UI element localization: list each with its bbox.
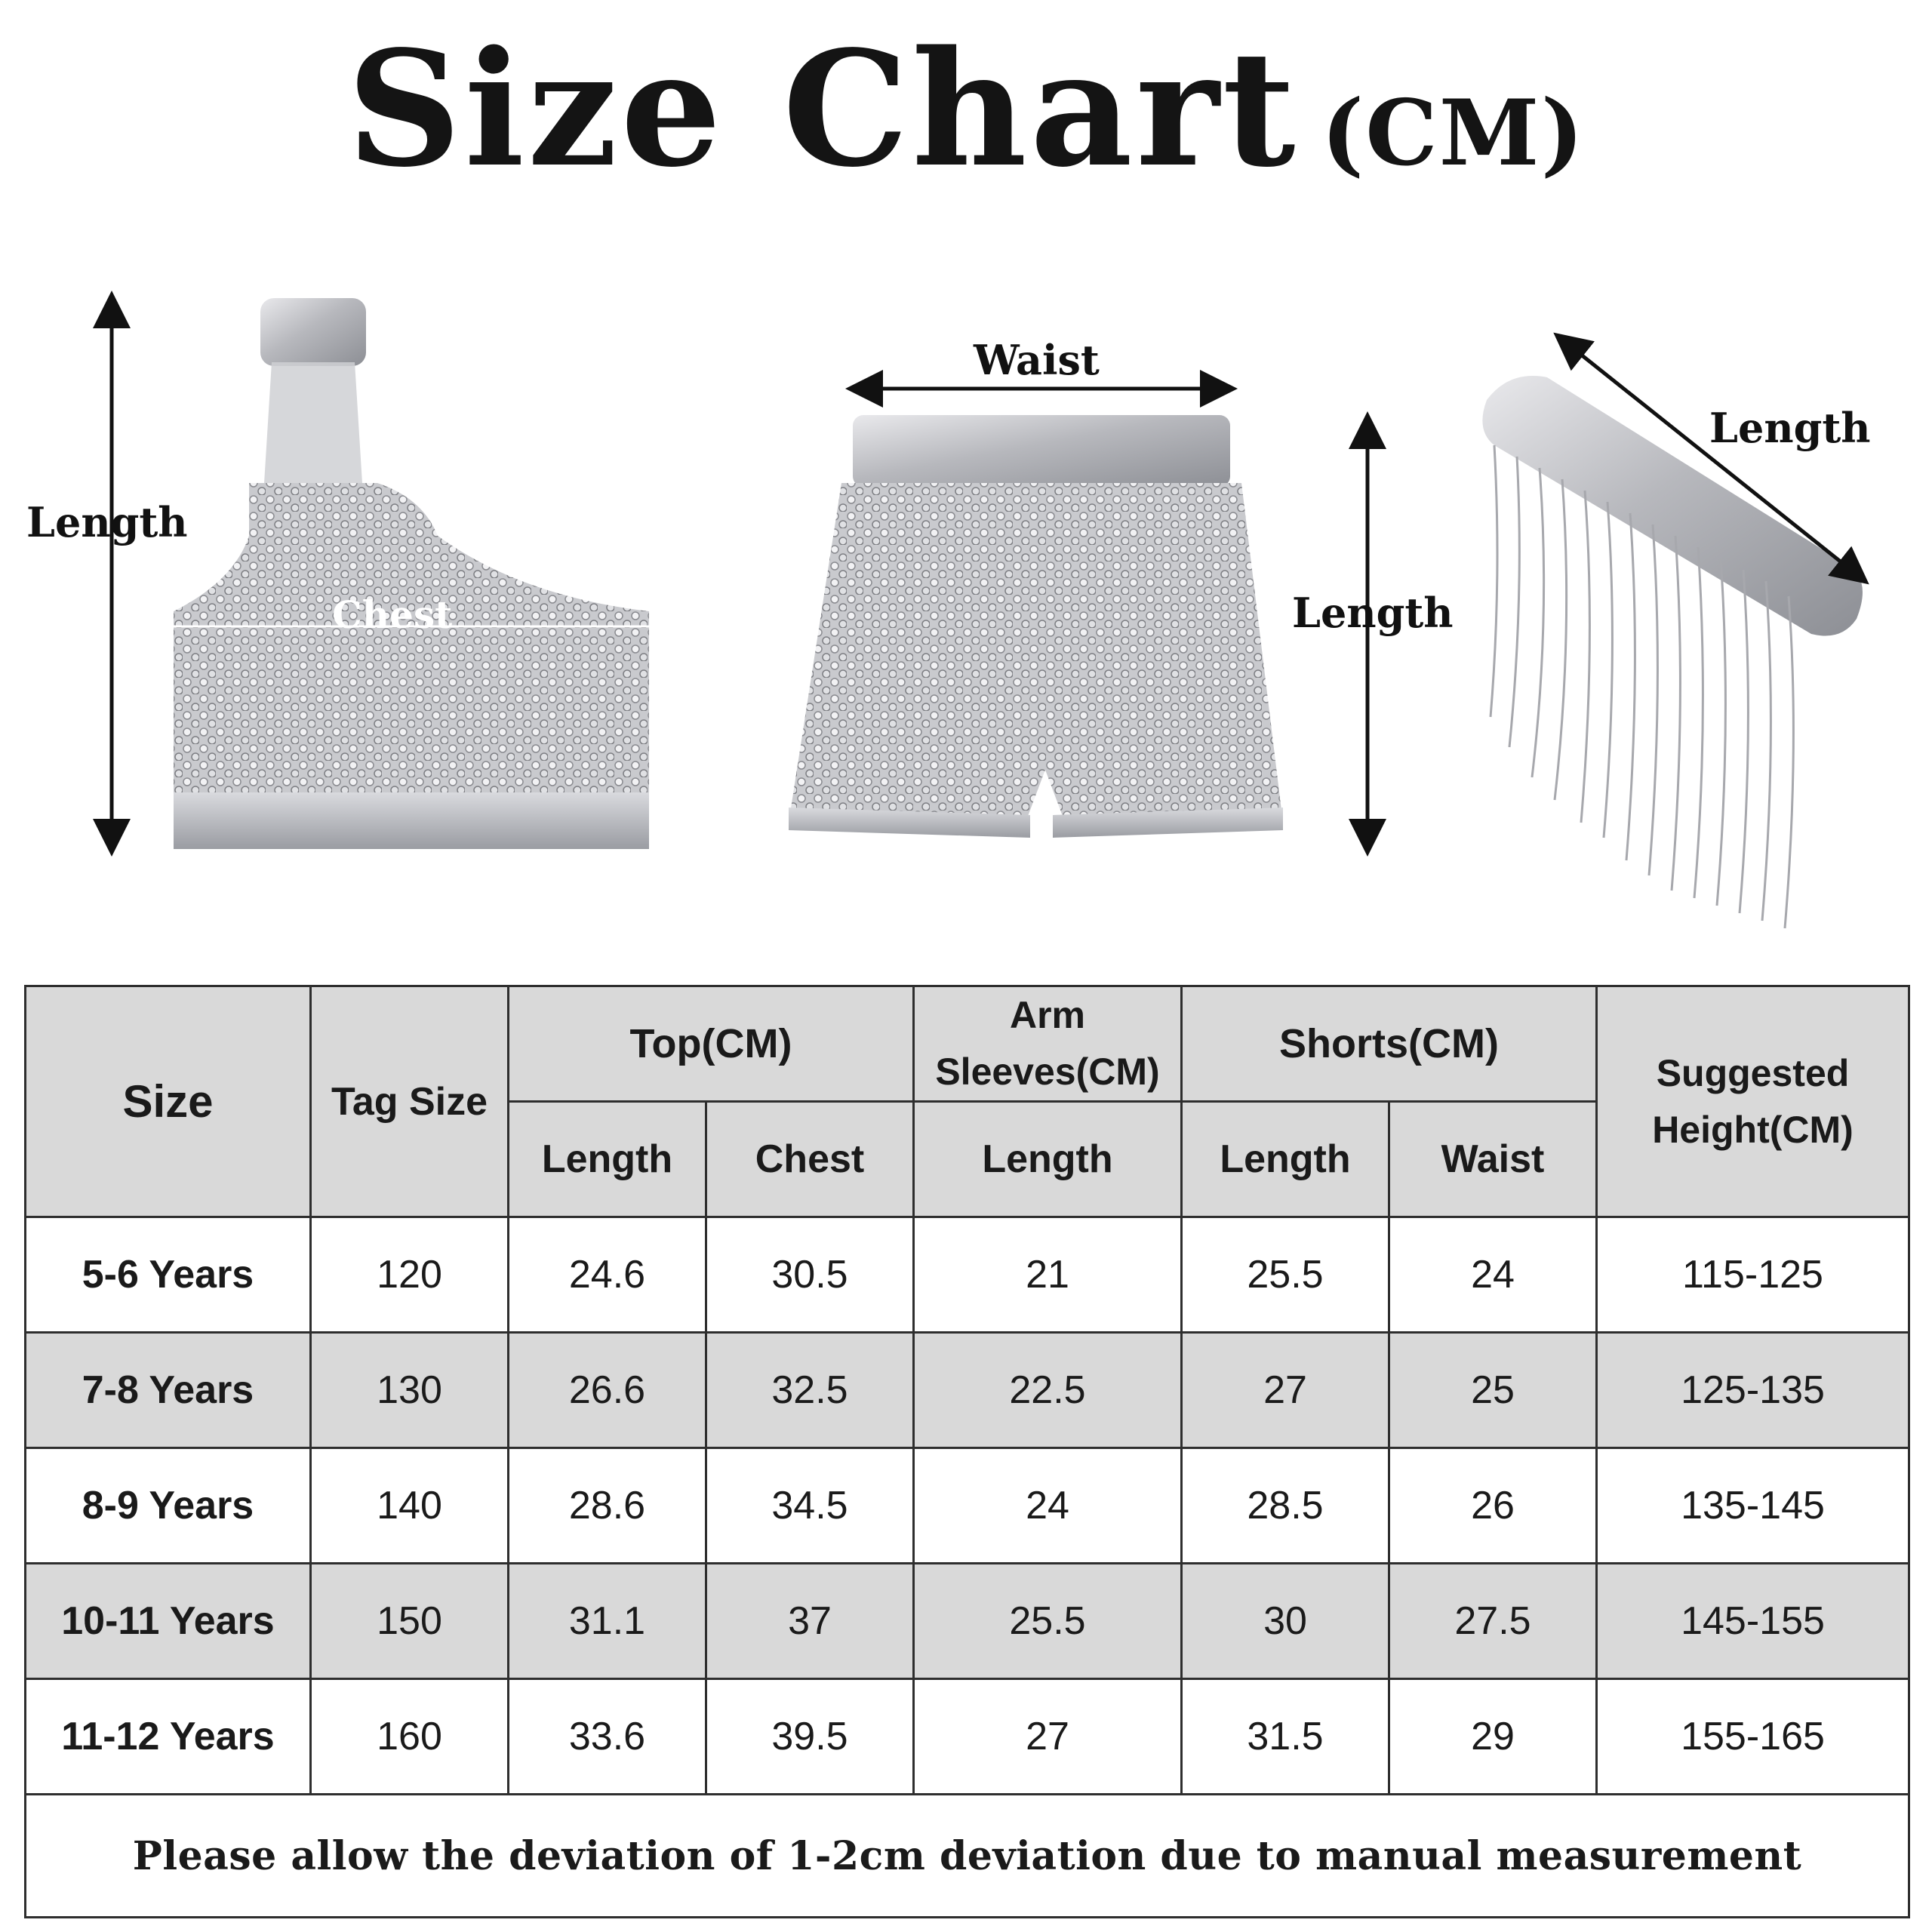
cell-shorts-waist: 27.5	[1389, 1564, 1597, 1679]
header-top-chest: Chest	[706, 1102, 914, 1217]
header-row-groups	[26, 986, 1909, 1102]
cell-suggested-height: 115-125	[1597, 1217, 1909, 1333]
cell-tag-size: 140	[311, 1448, 509, 1564]
header-top-length: Length	[509, 1102, 706, 1217]
cell-sleeve-length: 21	[914, 1217, 1182, 1333]
cell-size: 7-8 Years	[26, 1333, 311, 1448]
cell-suggested-height: 145-155	[1597, 1564, 1909, 1679]
cell-shorts-length: 31.5	[1182, 1679, 1389, 1795]
header-arm-sleeves-line2: Sleeves(CM)	[935, 1051, 1160, 1093]
cell-size: 8-9 Years	[26, 1448, 311, 1564]
table-row	[26, 1679, 1909, 1795]
cell-tag-size: 150	[311, 1564, 509, 1679]
sleeve-length-label: Length	[1709, 404, 1871, 452]
header-shorts: Shorts(CM)	[1182, 986, 1597, 1102]
header-sleeve-length: Length	[914, 1102, 1182, 1217]
cell-top-length: 26.6	[509, 1333, 706, 1448]
cell-top-chest: 37	[706, 1564, 914, 1679]
title-main: Size Chart	[346, 16, 1299, 202]
cell-sleeve-length: 24	[914, 1448, 1182, 1564]
garment-illustrations	[0, 279, 1932, 958]
cell-size: 10-11 Years	[26, 1564, 311, 1679]
cell-top-length: 24.6	[509, 1217, 706, 1333]
table-row	[26, 1217, 1909, 1333]
cell-suggested-height: 125-135	[1597, 1333, 1909, 1448]
cell-top-length: 33.6	[509, 1679, 706, 1795]
cell-size: 11-12 Years	[26, 1679, 311, 1795]
size-table	[24, 985, 1910, 1918]
header-shorts-waist: Waist	[1389, 1102, 1597, 1217]
cell-sleeve-length: 22.5	[914, 1333, 1182, 1448]
cell-shorts-length: 30	[1182, 1564, 1389, 1679]
cell-top-chest: 32.5	[706, 1333, 914, 1448]
cell-top-length: 31.1	[509, 1564, 706, 1679]
cell-shorts-waist: 26	[1389, 1448, 1597, 1564]
cell-suggested-height: 135-145	[1597, 1448, 1909, 1564]
table-row	[26, 1564, 1909, 1679]
cell-sleeve-length: 27	[914, 1679, 1182, 1795]
header-arm-sleeves-line1: Arm	[1009, 994, 1086, 1036]
shorts-garment	[789, 415, 1283, 838]
cell-top-chest: 39.5	[706, 1679, 914, 1795]
shorts-length-label: Length	[1292, 589, 1454, 637]
cell-size: 5-6 Years	[26, 1217, 311, 1333]
measurement-note: Please allow the deviation of 1-2cm deviation due to manual measurement	[26, 1795, 1909, 1918]
shorts-waist-label: Waist	[974, 336, 1100, 384]
table-row	[26, 1333, 1909, 1448]
title-unit: (CM)	[1321, 80, 1586, 186]
cell-shorts-waist: 25	[1389, 1333, 1597, 1448]
top-length-label: Length	[26, 498, 188, 546]
header-tag-size: Tag Size	[311, 986, 509, 1217]
cell-tag-size: 160	[311, 1679, 509, 1795]
cell-shorts-waist: 29	[1389, 1679, 1597, 1795]
cell-tag-size: 130	[311, 1333, 509, 1448]
top-chest-label: Chest	[332, 592, 453, 637]
cell-top-length: 28.6	[509, 1448, 706, 1564]
cell-suggested-height: 155-165	[1597, 1679, 1909, 1795]
cell-shorts-waist: 24	[1389, 1217, 1597, 1333]
cell-shorts-length: 27	[1182, 1333, 1389, 1448]
header-suggested-line1: Suggested	[1656, 1051, 1850, 1094]
header-suggested-height	[1597, 986, 1909, 1217]
note-row	[26, 1795, 1909, 1918]
cell-shorts-length: 28.5	[1182, 1448, 1389, 1564]
top-garment	[151, 298, 657, 849]
header-suggested-line2: Height(CM)	[1652, 1108, 1854, 1151]
cell-sleeve-length: 25.5	[914, 1564, 1182, 1679]
table-row	[26, 1448, 1909, 1564]
arm-sleeve-garment	[1482, 376, 1863, 928]
page-title	[0, 16, 1932, 202]
header-size: Size	[26, 986, 311, 1217]
cell-shorts-length: 25.5	[1182, 1217, 1389, 1333]
header-arm-sleeves	[914, 986, 1182, 1102]
header-top: Top(CM)	[509, 986, 914, 1102]
cell-top-chest: 30.5	[706, 1217, 914, 1333]
cell-top-chest: 34.5	[706, 1448, 914, 1564]
header-shorts-length: Length	[1182, 1102, 1389, 1217]
cell-tag-size: 120	[311, 1217, 509, 1333]
